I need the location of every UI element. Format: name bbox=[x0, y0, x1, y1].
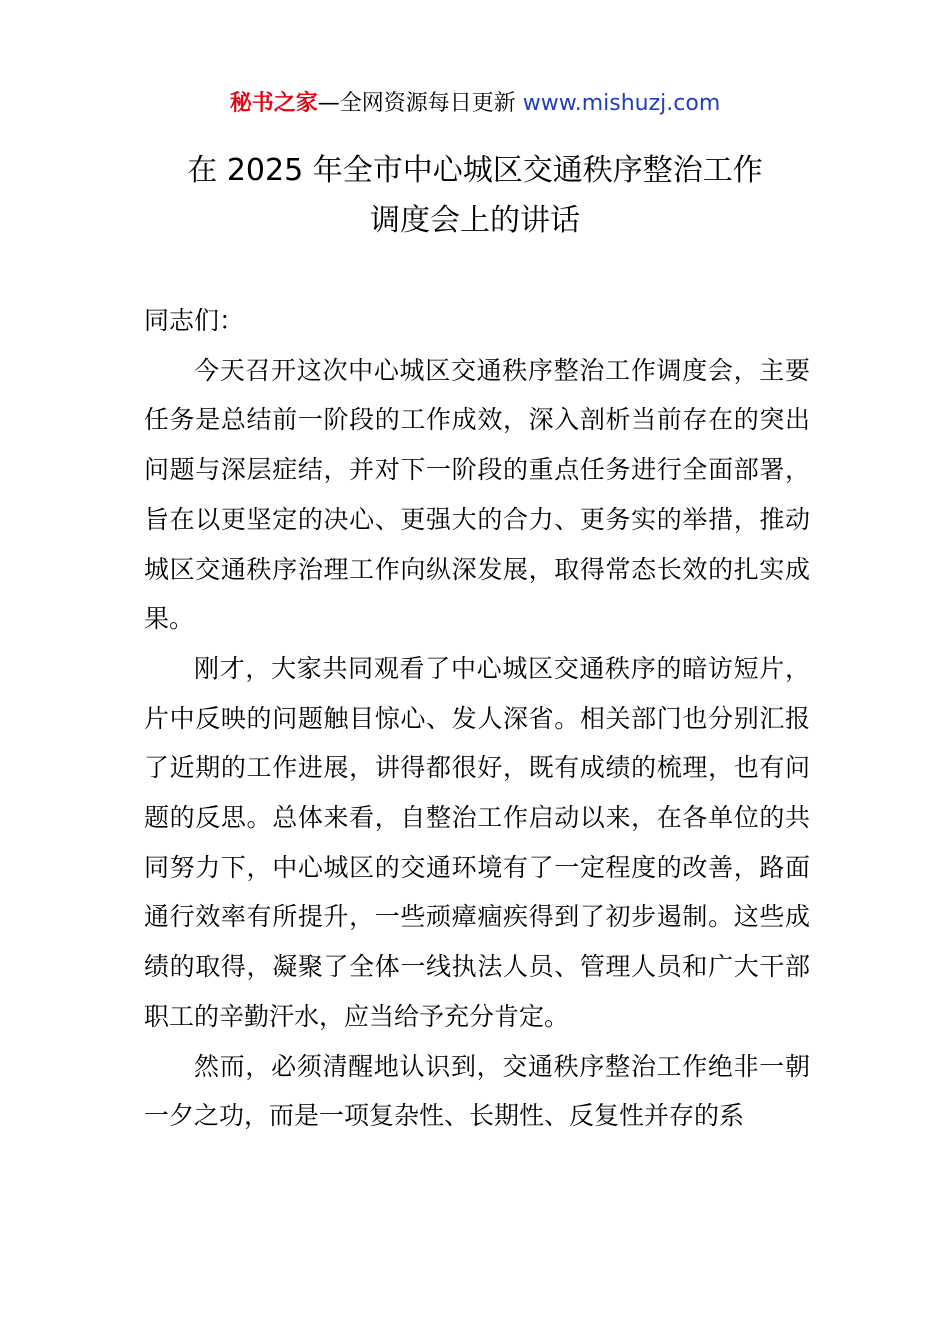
site-header bbox=[0, 88, 950, 120]
salutation: 同志们： bbox=[144, 306, 245, 335]
title-line-1: 在 2025 年全市中心城区交通秩序整治工作 bbox=[187, 153, 763, 188]
paragraph-1: 今天召开这次中心城区交通秩序整治工作调度会，主要任务是总结前一阶段的工作成效，深入剖析当前存在的突出问题与深层症结，并对下一阶段的重点任务进行全面部署，旨在以更坚定的决心、更强大的合力、更务实的举措，推动城区交通秩序治理工作向纵深发展，取得常态长效的扎实成果。 bbox=[144, 355, 810, 634]
paragraph-2: 刚才，大家共同观看了中心城区交通秩序的暗访短片，片中反映的问题触目惊心、发人深省。相关部门也分别汇报了近期的工作进展，讲得都很好，既有成绩的梳理，也有问题的反思。总体来看，自整治工作启动以来，在各单位的共同努力下，中心城区的交通环境有了一定程度的改善，路面通行效率有所提升，一些顽瘴痼疾得到了初步遏制。这些成绩的取得，凝聚了全体一线执法人员、管理人员和广大干部职工的辛勤汗水，应当给予充分肯定。 bbox=[144, 653, 810, 1031]
paragraph-3: 然而，必须清醒地认识到，交通秩序整治工作绝非一朝一夕之功，而是一项复杂性、长期性、反复性并存的系 bbox=[144, 1051, 810, 1131]
site-url-link[interactable]: www.mishuzj.com bbox=[522, 91, 721, 116]
brand-name: 秘书之家 bbox=[229, 91, 318, 116]
header-slogan: —全网资源每日更新 bbox=[317, 91, 523, 116]
document-body bbox=[144, 296, 810, 1141]
title-line-2: 调度会上的讲话 bbox=[370, 203, 580, 238]
document-title bbox=[0, 146, 950, 246]
